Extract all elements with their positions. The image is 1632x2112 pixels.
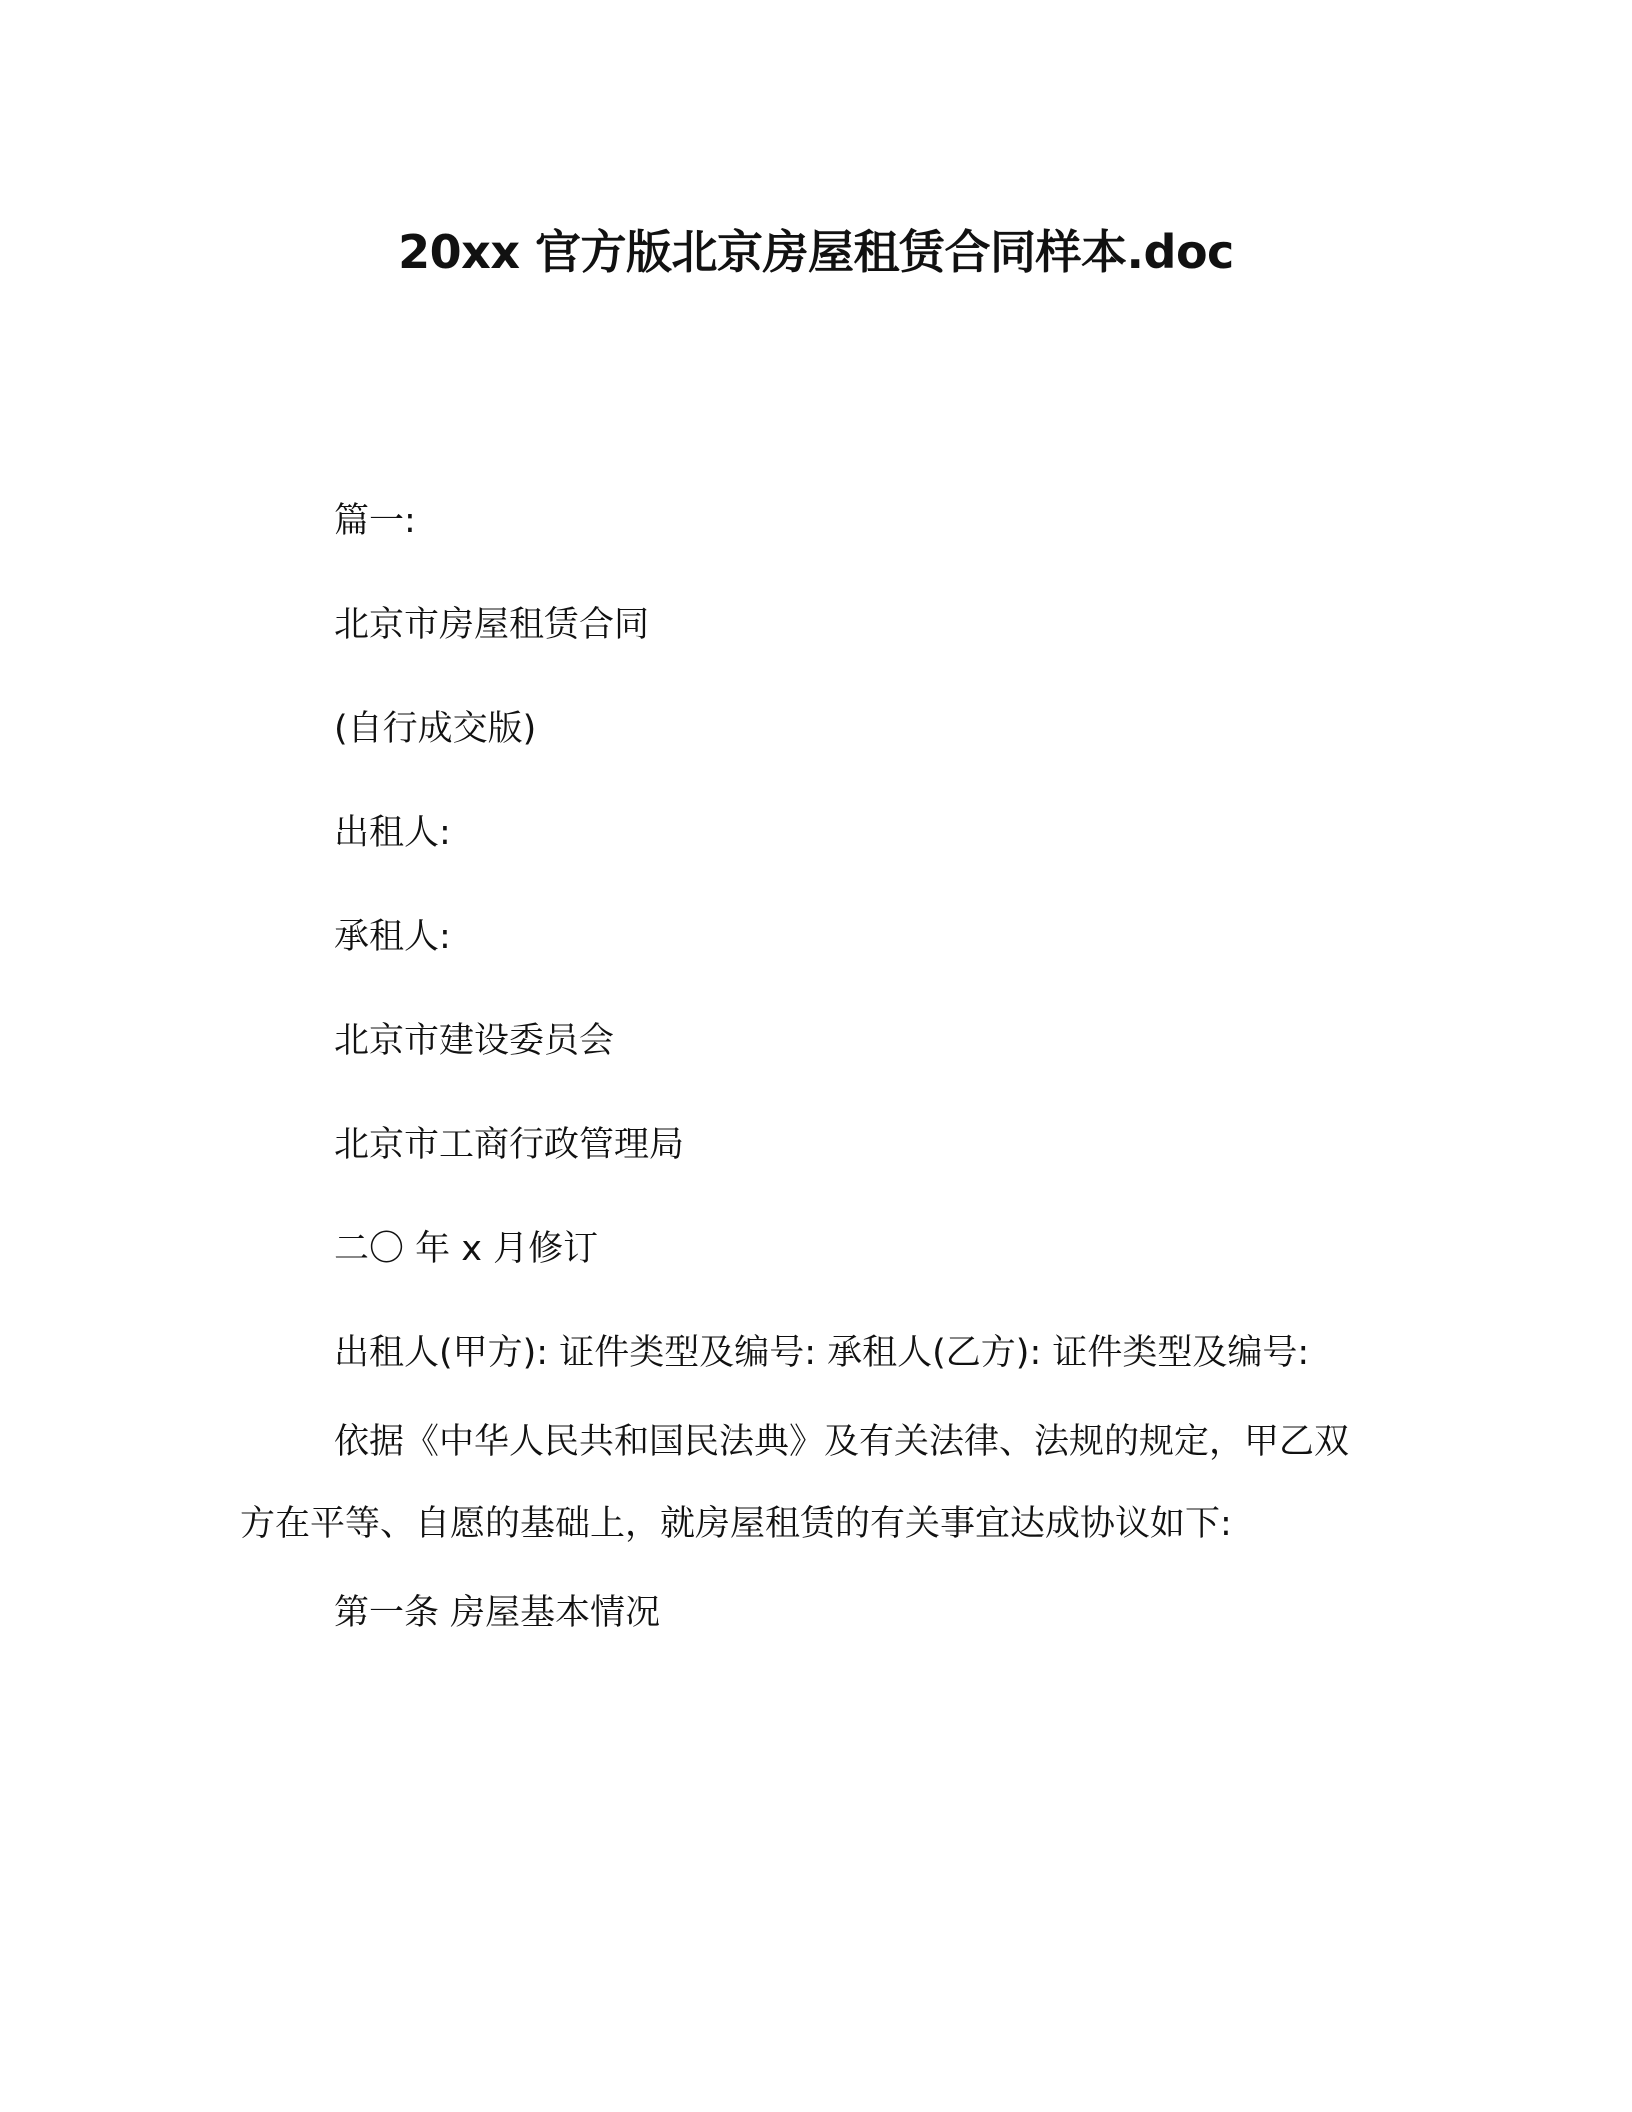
- legal-basis-paragraph: 依据《中华人民共和国民法典》及有关法律、法规的规定，甲乙双方在平等、自愿的基础上，就房屋租赁的有关事宜达成协议如下:: [240, 1422, 1350, 1544]
- contract-version: (自行成交版): [334, 709, 537, 749]
- article-one-heading: 第一条 房屋基本情况: [334, 1593, 661, 1633]
- revision-date: 二〇 年 x 月修订: [334, 1229, 599, 1269]
- lessor-label: 出租人:: [334, 813, 451, 853]
- document-body: [240, 495, 1380, 1691]
- lessee-label: 承租人:: [334, 917, 451, 957]
- issuer-industry-commerce-bureau: 北京市工商行政管理局: [334, 1125, 685, 1165]
- parties-line: 出租人(甲方): 证件类型及编号: 承租人(乙方): 证件类型及编号:: [334, 1333, 1310, 1373]
- section-heading: 篇一:: [334, 501, 416, 541]
- contract-name: 北京市房屋租赁合同: [334, 605, 650, 645]
- issuer-construction-commission: 北京市建设委员会: [334, 1021, 615, 1061]
- document-title: 20xx 官方版北京房屋租赁合同样本.doc: [398, 225, 1234, 279]
